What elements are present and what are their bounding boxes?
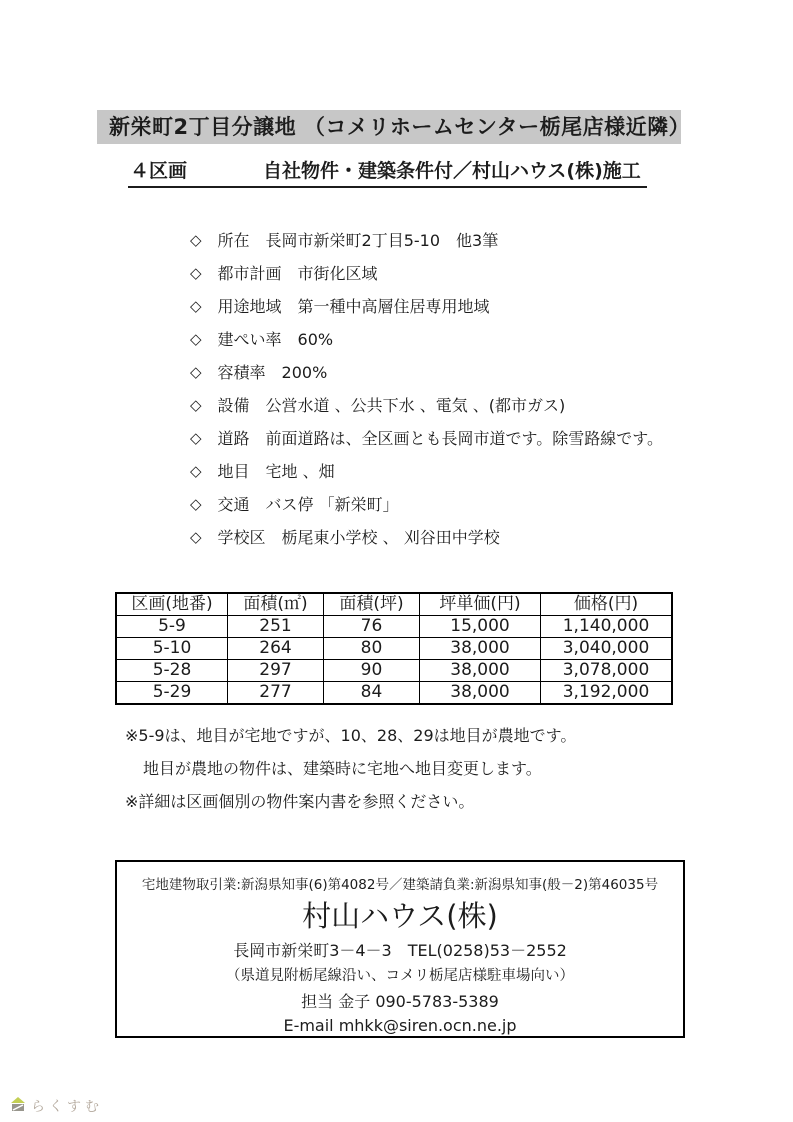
lot-price-table (115, 592, 673, 705)
license-numbers: 宅地建物取引業:新潟県知事(6)第4082号／建築請負業:新潟県知事(般－2)第46035号 (141, 877, 659, 893)
company-name: 村山ハウス(株) (302, 899, 498, 933)
remark-land-category: ※5-9は、地目が宅地ですが、10、28、29は地目が農地です。 (125, 726, 577, 745)
diamond-bullet-icon: ◇ (190, 428, 202, 447)
diamond-bullet-icon: ◇ (190, 296, 202, 315)
diamond-bullet-icon: ◇ (190, 329, 202, 348)
list-item (190, 388, 663, 421)
list-item (190, 421, 663, 454)
page-subtitle: ４区画 自社物件・建築条件付／村山ハウス(株)施工 (128, 156, 647, 188)
cell-lot-number: 5-28 (116, 660, 228, 682)
cell-lot-number: 5-9 (116, 616, 228, 638)
company-info-box (115, 860, 685, 1038)
diamond-bullet-icon: ◇ (190, 263, 202, 282)
table-row (116, 616, 672, 638)
list-item (190, 520, 663, 553)
diamond-bullet-icon: ◇ (190, 527, 202, 546)
list-item (190, 289, 663, 322)
cell-area-tsubo: 80 (324, 638, 420, 660)
header-unit-price: 坪単価(円) (420, 593, 541, 616)
cell-total-price: 1,140,000 (541, 616, 673, 638)
header-total-price: 価格(円) (541, 593, 673, 616)
table-row (116, 638, 672, 660)
rakusumu-watermark (10, 1096, 103, 1116)
contact-email: E-mail mhkk@siren.ocn.ne.jp (283, 1016, 517, 1035)
cell-unit-price: 38,000 (420, 638, 541, 660)
detail-zoning: 用途地域 第一種中高層住居専用地域 (217, 297, 490, 316)
remark-land-change: 地目が農地の物件は、建築時に宅地へ地目変更します。 (143, 759, 542, 778)
list-item (190, 355, 663, 388)
diamond-bullet-icon: ◇ (190, 395, 202, 414)
detail-utilities: 設備 公営水道 、公共下水 、電気 、(都市ガス) (217, 396, 566, 415)
diamond-bullet-icon: ◇ (190, 494, 202, 513)
list-item (190, 322, 663, 355)
remarks-section (125, 726, 576, 825)
header-area-tsubo: 面積(坪) (324, 593, 420, 616)
detail-land-category: 地目 宅地 、畑 (217, 462, 335, 481)
cell-area-sqm: 264 (228, 638, 324, 660)
list-item (190, 487, 663, 520)
detail-floor-ratio: 容積率 200% (217, 363, 328, 382)
table-row (116, 682, 672, 705)
detail-city-planning: 都市計画 市街化区域 (217, 264, 378, 283)
remark-see-brochure: ※詳細は区画個別の物件案内書を参照ください。 (125, 792, 475, 811)
cell-unit-price: 15,000 (420, 616, 541, 638)
table-row (116, 660, 672, 682)
header-lot-number: 区画(地番) (116, 593, 228, 616)
detail-coverage-ratio: 建ぺい率 60% (217, 330, 334, 349)
cell-unit-price: 38,000 (420, 660, 541, 682)
cell-total-price: 3,040,000 (541, 638, 673, 660)
contact-person-phone: 担当 金子 090-5783-5389 (301, 992, 499, 1011)
property-details-list (190, 223, 663, 553)
cell-total-price: 3,078,000 (541, 660, 673, 682)
cell-area-sqm: 277 (228, 682, 324, 705)
detail-location: 所在 長岡市新栄町2丁目5-10 他3筆 (217, 231, 499, 250)
cell-lot-number: 5-10 (116, 638, 228, 660)
cell-area-sqm: 251 (228, 616, 324, 638)
header-area-sqm: 面積(㎡) (228, 593, 324, 616)
watermark-label: らくすむ (31, 1099, 103, 1115)
cell-area-tsubo: 84 (324, 682, 420, 705)
list-item (190, 223, 663, 256)
cell-lot-number: 5-29 (116, 682, 228, 705)
detail-school-district: 学校区 栃尾東小学校 、 刈谷田中学校 (217, 528, 500, 547)
list-item (190, 256, 663, 289)
list-item (190, 454, 663, 487)
cell-area-sqm: 297 (228, 660, 324, 682)
table-header-row (116, 593, 672, 616)
company-address-tel: 長岡市新栄町3－4－3 TEL(0258)53－2552 (233, 941, 567, 960)
house-icon (10, 1096, 26, 1116)
page-title: 新栄町2丁目分譲地 （コメリホームセンター栃尾店様近隣） (97, 110, 681, 144)
cell-unit-price: 38,000 (420, 682, 541, 705)
cell-area-tsubo: 76 (324, 616, 420, 638)
detail-transport: 交通 バス停 「新栄町」 (217, 495, 399, 514)
diamond-bullet-icon: ◇ (190, 230, 202, 249)
cell-total-price: 3,192,000 (541, 682, 673, 705)
diamond-bullet-icon: ◇ (190, 362, 202, 381)
detail-road: 道路 前面道路は、全区画とも長岡市道です。除雪路線です。 (217, 429, 663, 448)
cell-area-tsubo: 90 (324, 660, 420, 682)
diamond-bullet-icon: ◇ (190, 461, 202, 480)
company-landmark: （県道見附栃尾線沿い、コメリ栃尾店様駐車場向い） (226, 968, 574, 984)
